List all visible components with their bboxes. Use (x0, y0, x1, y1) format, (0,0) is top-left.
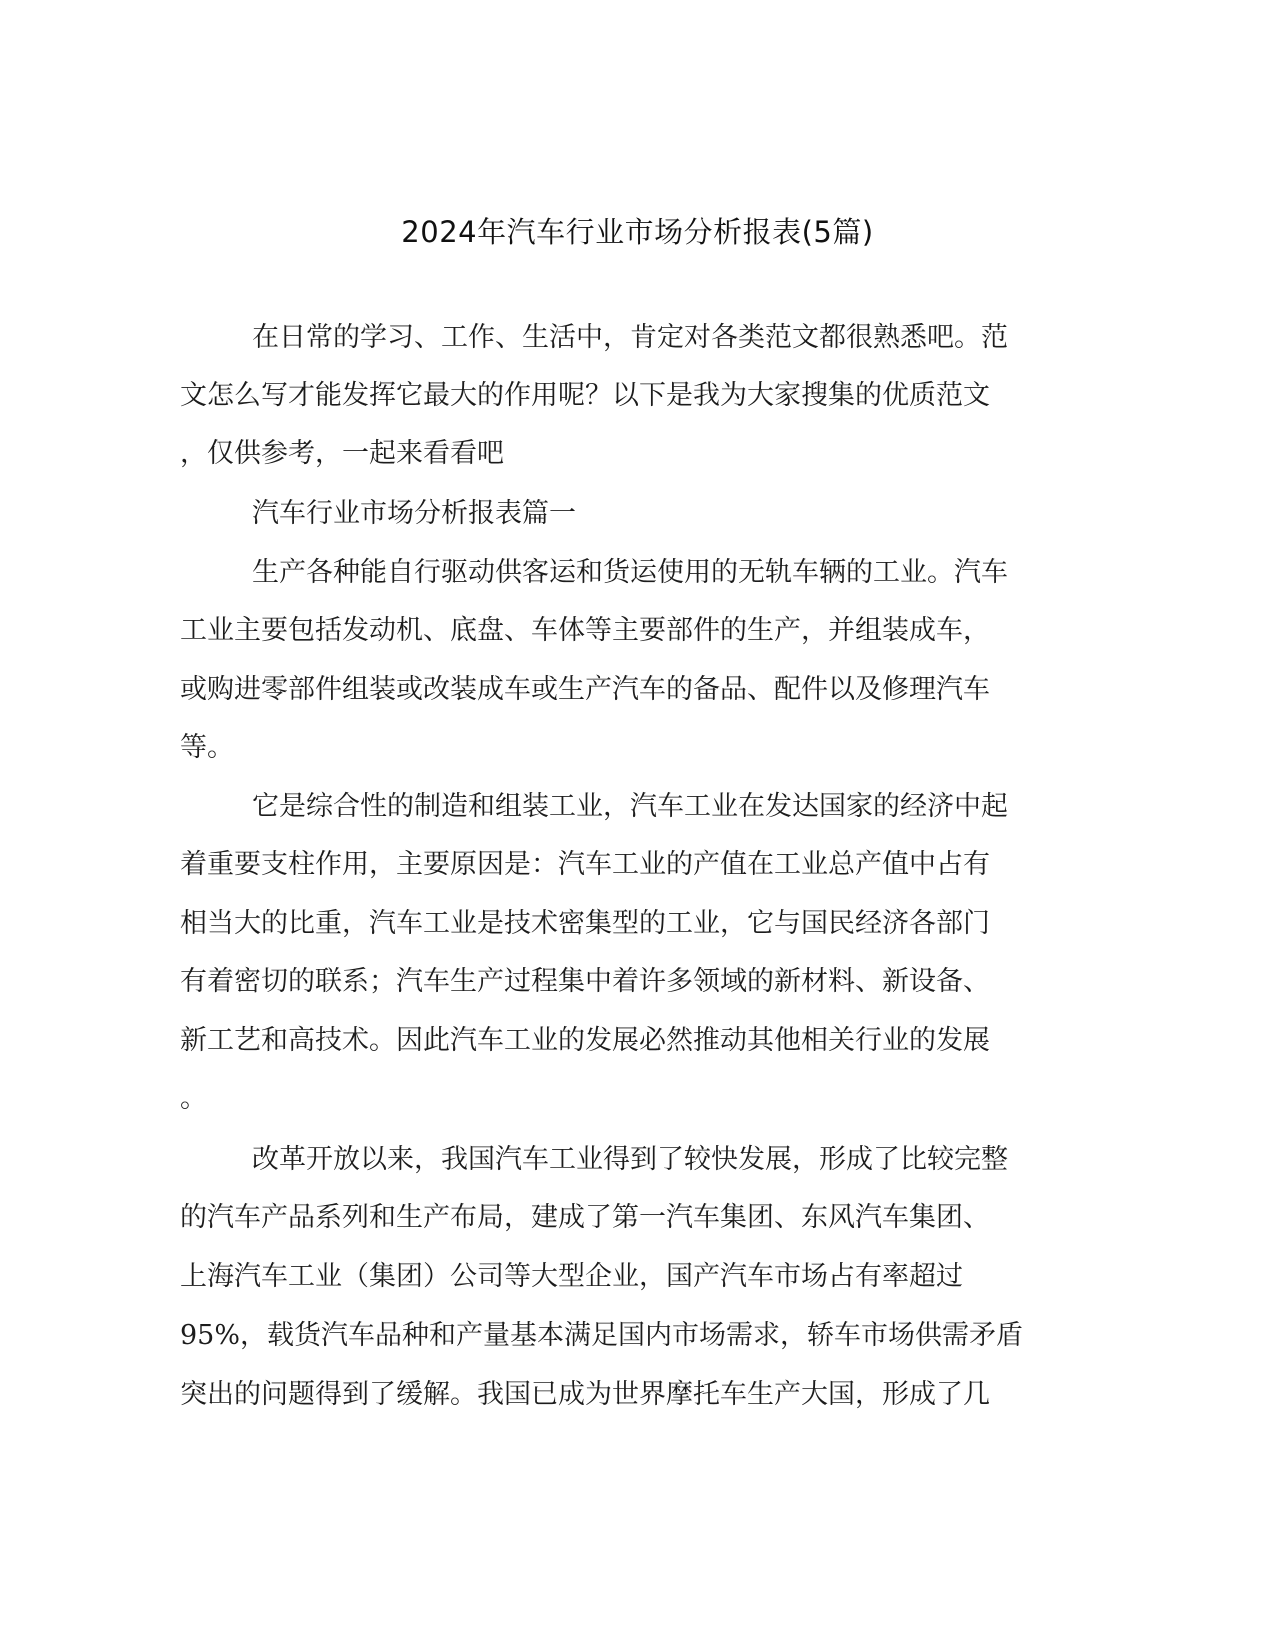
paragraph-line: 在日常的学习、工作、生活中，肯定对各类范文都很熟悉吧。范 (252, 322, 1008, 353)
paragraph-line: 。 (180, 1083, 207, 1114)
paragraph-line: 等。 (180, 732, 234, 763)
paragraph-line: 上海汽车工业（集团）公司等大型企业，国产汽车市场占有率超过 (180, 1261, 963, 1292)
paragraph-line: 工业主要包括发动机、底盘、车体等主要部件的生产，并组装成车， (180, 615, 990, 646)
paragraph-line: 突出的问题得到了缓解。我国已成为世界摩托车生产大国，形成了几 (180, 1379, 990, 1410)
paragraph-line: ，仅供参考，一起来看看吧 (180, 438, 504, 469)
paragraph-line: 95%，载货汽车品种和产量基本满足国内市场需求，轿车市场供需矛盾 (180, 1320, 1024, 1351)
paragraph-line: 的汽车产品系列和生产布局，建成了第一汽车集团、东风汽车集团、 (180, 1202, 990, 1233)
paragraph-line: 新工艺和高技术。因此汽车工业的发展必然推动其他相关行业的发展 (180, 1025, 990, 1056)
paragraph-line: 或购进零部件组装或改装成车或生产汽车的备品、配件以及修理汽车 (180, 674, 990, 705)
paragraph-line: 着重要支柱作用，主要原因是：汽车工业的产值在工业总产值中占有 (180, 849, 990, 880)
paragraph-line: 它是综合性的制造和组装工业，汽车工业在发达国家的经济中起 (252, 791, 1008, 822)
paragraph-line: 相当大的比重，汽车工业是技术密集型的工业，它与国民经济各部门 (180, 908, 990, 939)
document-title: 2024年汽车行业市场分析报表(5篇) (401, 215, 874, 249)
paragraph-line: 有着密切的联系；汽车生产过程集中着许多领域的新材料、新设备、 (180, 966, 990, 997)
paragraph-line: 生产各种能自行驱动供客运和货运使用的无轨车辆的工业。汽车 (252, 557, 1008, 588)
section-heading: 汽车行业市场分析报表篇一 (252, 498, 576, 529)
paragraph-line: 改革开放以来，我国汽车工业得到了较快发展，形成了比较完整 (252, 1144, 1008, 1175)
paragraph-line: 文怎么写才能发挥它最大的作用呢？以下是我为大家搜集的优质范文 (180, 380, 990, 411)
